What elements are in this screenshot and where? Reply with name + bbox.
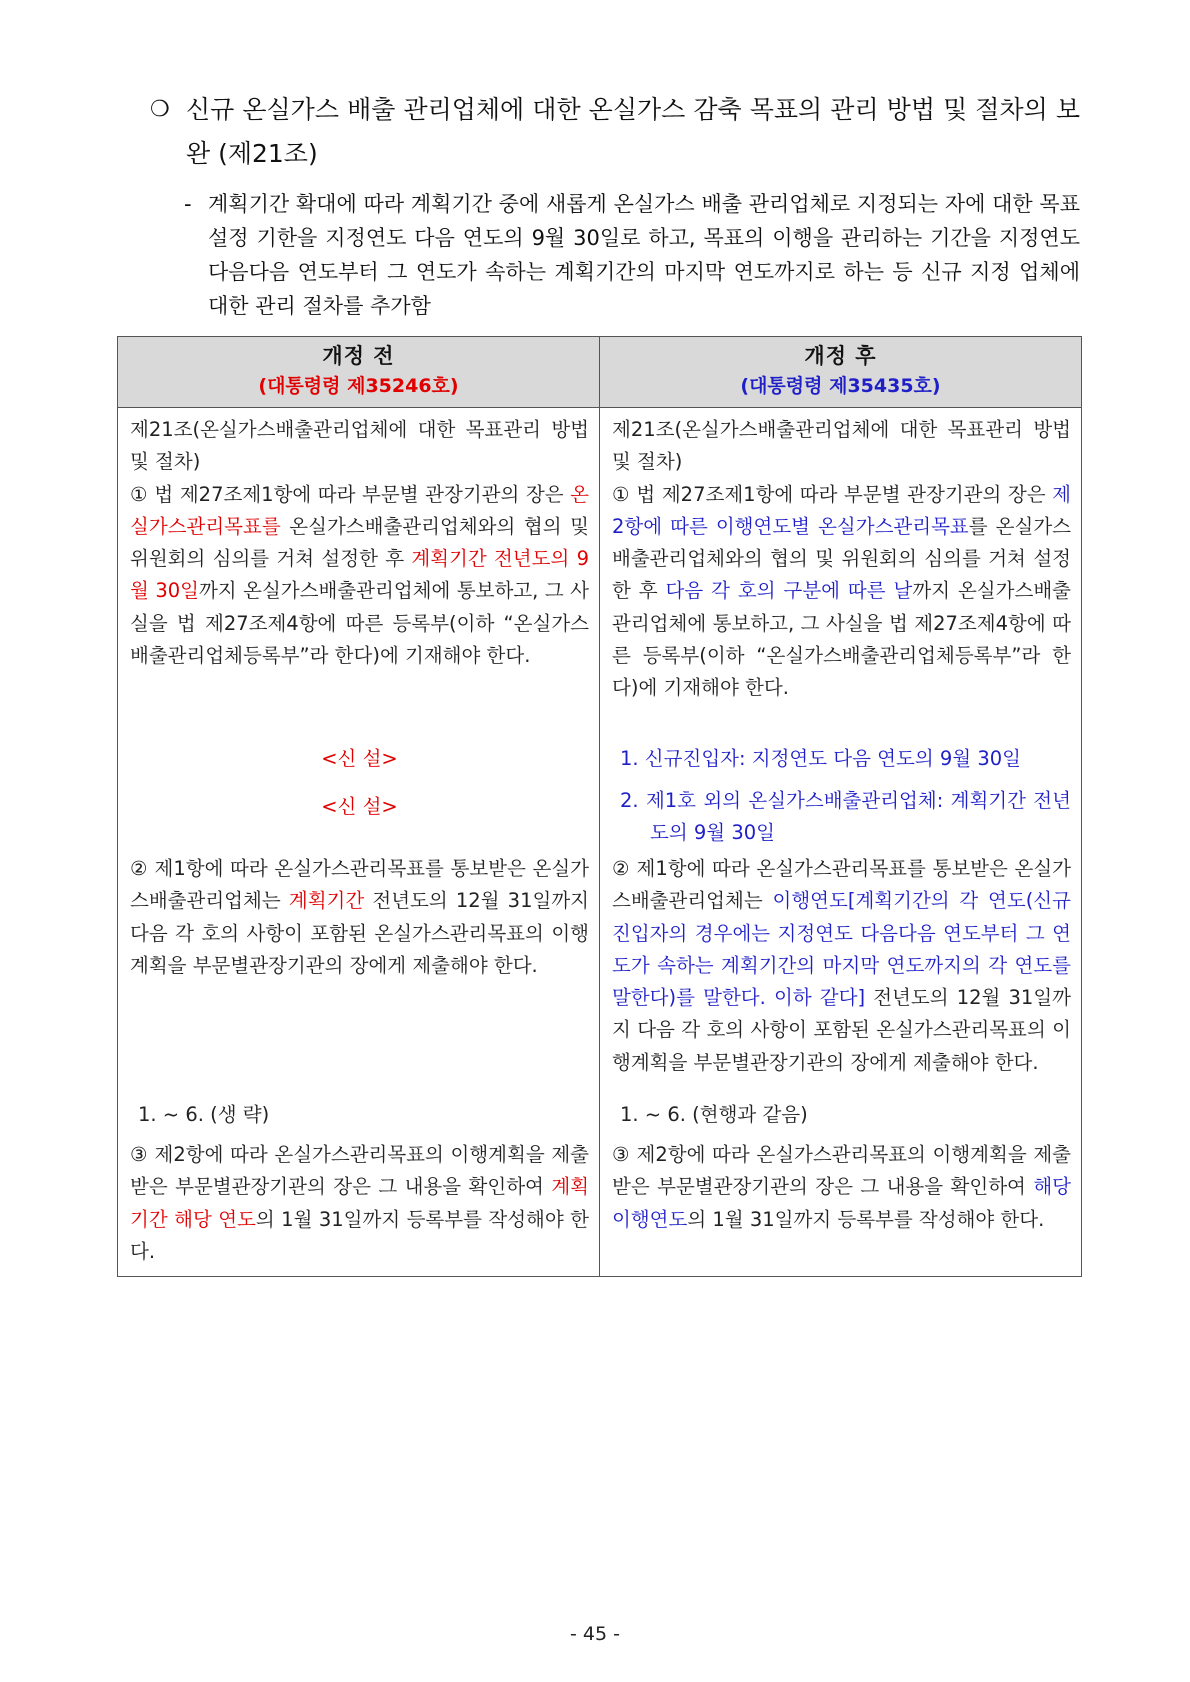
header-before xyxy=(118,337,600,408)
changed-text: 온실가스관리목표를 xyxy=(130,482,589,538)
after-article-title: 제21조(온실가스배출관리업체에 대한 목표관리 방법 및 절차) xyxy=(612,418,1071,474)
page-number: - 45 - xyxy=(570,1623,620,1645)
after-items: 1. ~ 6. (현행과 같음) xyxy=(620,1103,808,1126)
before-paragraph-1 xyxy=(130,479,589,673)
text-run: ① 법 제27조제1항에 따라 부문별 관장기관의 장은 xyxy=(130,482,571,506)
table-header-row xyxy=(118,337,1082,408)
text-run: ② 제1항에 따라 온실가스관리목표를 통보받은 온실가스배출관리업체는 xyxy=(130,857,589,913)
summary-text: 계획기간 확대에 따라 계획기간 중에 새롭게 온실가스 배출 관리업체로 지정되는 자에 대한 목표 설정 기한을 지정연도 다음 연도의 9월 30일로 하고, 목표의 이행을 관리하는 기간을 지정연도 다음다음 연도부터 그 연도가 속하는 계획기간의 마지막 연도까지로 하는 등 신규 지정 업체에 대한 관리 절차를 추가함 xyxy=(208,192,1080,318)
changed-text: 제2항에 따른 이행연도별 온실가스관리목표 xyxy=(612,482,1071,538)
header-after-title: 개정 후 xyxy=(804,344,877,368)
header-before-title: 개정 전 xyxy=(322,344,395,368)
before-article-title: 제21조(온실가스배출관리업체에 대한 목표관리 방법 및 절차) xyxy=(130,418,589,474)
before-paragraph-3 xyxy=(130,1139,589,1268)
comparison-table xyxy=(117,336,1082,1277)
new-provision-placeholder: <신 설> xyxy=(321,747,398,770)
changed-text: 해당 이행연도 xyxy=(612,1175,1071,1231)
text-run: ③ 제2항에 따라 온실가스관리목표의 이행계획을 제출받은 부문별관장기관의 장은 그 내용을 확인하여 xyxy=(130,1143,589,1199)
after-paragraph-2 xyxy=(612,853,1071,1079)
after-column xyxy=(600,408,1082,1277)
before-column xyxy=(118,408,600,1277)
text-run: 전년도의 12월 31일까지 다음 각 호의 사항이 포함된 온실가스관리목표의 이행계획을 부문별관장기관의 장에게 제출해야 한다. xyxy=(612,986,1071,1074)
text-run: ① 법 제27조제1항에 따라 부문별 관장기관의 장은 xyxy=(612,482,1053,506)
after-item-2: 2. 제1호 외의 온실가스배출관리업체: 계획기간 전년도의 9월 30일 xyxy=(620,789,1071,845)
section-heading xyxy=(150,88,1080,176)
header-before-subtitle: (대통령령 제35246호) xyxy=(258,375,459,397)
changed-text: 계획기간 해당 연도 xyxy=(130,1175,589,1231)
text-run: 를 온실가스배출관리업체와의 협의 및 위원회의 심의를 거쳐 설정한 후 xyxy=(612,514,1071,603)
header-after-subtitle: (대통령령 제35435호) xyxy=(740,375,941,397)
text-run: 의 1월 31일까지 등록부를 작성해야 한다. xyxy=(130,1207,589,1263)
after-paragraph-1 xyxy=(612,479,1071,705)
text-run: 의 1월 31일까지 등록부를 작성해야 한다. xyxy=(687,1207,1045,1231)
table-body-row xyxy=(118,408,1082,1277)
text-run: ③ 제2항에 따라 온실가스관리목표의 이행계획을 제출받은 부문별관장기관의 장은 그 내용을 확인하여 xyxy=(612,1143,1071,1199)
summary-description xyxy=(184,187,1080,323)
changed-text: 계획기간 xyxy=(288,889,365,913)
text-run: 전년도의 12월 31일까지 다음 각 호의 사항이 포함된 온실가스관리목표의 이행계획을 부문별관장기관의 장에게 제출해야 한다. xyxy=(130,889,589,977)
header-after xyxy=(600,337,1082,408)
dash-bullet: - xyxy=(184,192,192,216)
text-run: ② 제1항에 따라 온실가스관리목표를 통보받은 온실가스배출관리업체는 xyxy=(612,857,1071,913)
after-item-1: 1. 신규진입자: 지정연도 다음 연도의 9월 30일 xyxy=(620,747,1021,770)
before-items: 1. ~ 6. (생 략) xyxy=(138,1103,270,1126)
text-run: 까지 온실가스배출관리업체에 통보하고, 그 사실을 법 제27조제4항에 따른 등록부(이하 “온실가스배출관리업체등록부”라 한다)에 기재해야 한다. xyxy=(130,579,589,668)
before-paragraph-2 xyxy=(130,853,589,982)
changed-text: 계획기간 전년도의 9월 30일 xyxy=(130,547,590,603)
section-heading-text: 신규 온실가스 배출 관리업체에 대한 온실가스 감축 목표의 관리 방법 및 절차의 보완 (제21조) xyxy=(186,95,1080,168)
after-paragraph-3 xyxy=(612,1139,1071,1236)
text-run: 온실가스배출관리업체와의 협의 및 위원회의 심의를 거쳐 설정한 후 xyxy=(130,514,589,571)
changed-text: 이행연도[계획기간의 각 연도(신규진입자의 경우에는 지정연도 다음다음 연도부터 그 연도가 속하는 계획기간의 마지막 연도까지의 각 연도를 말한다)를 말한다. 이하 같다] xyxy=(612,889,1071,1010)
new-provision-placeholder: <신 설> xyxy=(321,795,398,818)
circle-bullet-icon: ❍ xyxy=(150,97,170,122)
changed-text: 다음 각 호의 구분에 따른 날 xyxy=(665,579,913,603)
text-run: 까지 온실가스배출관리업체에 통보하고, 그 사실을 법 제27조제4항에 따른 등록부(이하 “온실가스배출관리업체등록부”라 한다)에 기재해야 한다. xyxy=(612,579,1071,700)
